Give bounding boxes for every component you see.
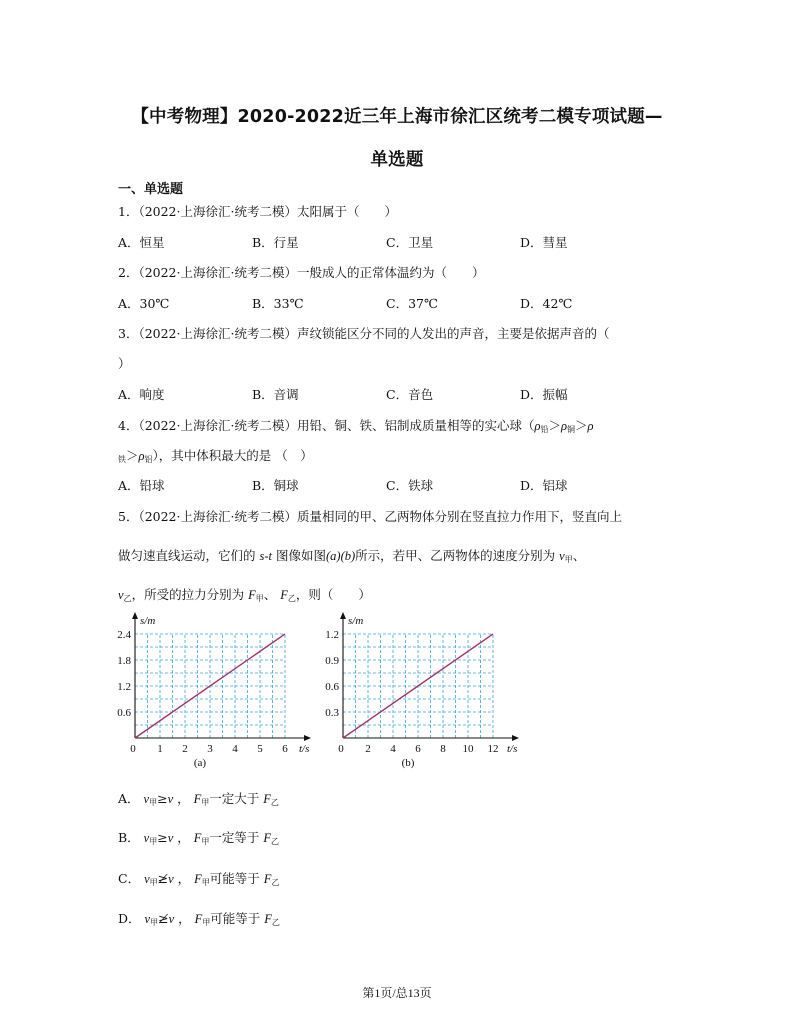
- v-symbol: v: [144, 912, 151, 926]
- question-4-stem-cont: [118, 446, 313, 465]
- y-tick-label: 2.4: [117, 629, 131, 641]
- question-1-stem: 1．（2022·上海徐汇·统考二模）太阳属于（ ）: [118, 204, 397, 219]
- gt-symbol: ＞: [126, 448, 139, 463]
- q4-option-c[interactable]: C．铁球: [386, 478, 434, 493]
- y-tick-label: 1.2: [117, 681, 131, 693]
- x-axis-label: t/s: [299, 743, 310, 755]
- q5-option-b[interactable]: [118, 828, 279, 847]
- F-symbol: F: [263, 872, 272, 886]
- comma: ，: [178, 911, 191, 926]
- F-symbol: F: [280, 588, 288, 602]
- F-symbol: F: [193, 792, 202, 806]
- question-2-options: [118, 294, 678, 312]
- y-axis-arrow: [340, 612, 346, 619]
- sub-yi: 乙: [271, 837, 280, 846]
- y-tick-label: 0.6: [325, 681, 339, 693]
- figure-a-ref: (a): [326, 549, 341, 563]
- q5-text: ，所受的拉力分别为: [131, 587, 245, 602]
- q2-option-d[interactable]: D．42℃: [520, 296, 573, 311]
- x-axis-arrow: [512, 735, 519, 741]
- y-tick-label: 1.8: [117, 655, 131, 667]
- chart-caption: (b): [401, 757, 415, 769]
- comma: ，: [177, 830, 190, 845]
- q5-text: 所示，若甲、乙两物体的速度分别为: [355, 548, 556, 563]
- F-symbol: F: [264, 912, 272, 926]
- x-tick-label: 1: [157, 743, 163, 755]
- option-text: 可能等于: [210, 911, 261, 926]
- y-tick-label: 0.3: [325, 707, 339, 719]
- q3-option-a[interactable]: A．响度: [118, 387, 165, 402]
- question-3-stem-cont: ）: [118, 356, 131, 371]
- page-footer: 第1页/总13页: [362, 986, 432, 1000]
- v-symbol: v: [167, 792, 174, 806]
- x-tick-label: 10: [462, 743, 474, 755]
- q5-text: 做匀速直线运动，它们的: [118, 548, 256, 563]
- v-symbol: v: [559, 549, 565, 563]
- sub-iron: 铁: [118, 455, 126, 464]
- gt-symbol: ＞: [574, 418, 588, 433]
- v-symbol: v: [168, 872, 174, 886]
- y-axis-label: s/m: [140, 615, 156, 627]
- sub-al: 铝: [144, 455, 153, 464]
- st-chart-a: [110, 610, 325, 770]
- x-tick-label: 0: [338, 743, 344, 755]
- relation-symbol: ≱: [157, 871, 169, 886]
- section-heading: 一、单选题: [118, 182, 184, 197]
- sub-yi: 乙: [287, 594, 296, 603]
- relation-symbol: ≥: [157, 830, 168, 845]
- q1-option-d[interactable]: D．彗星: [520, 235, 568, 250]
- v-symbol: v: [168, 912, 175, 926]
- gt-symbol: ＞: [548, 418, 561, 433]
- question-5-stem: 5．（2022·上海徐汇·统考二模）质量相同的甲、乙两物体分别在竖直拉力作用下，竖直向上: [118, 509, 622, 524]
- option-text: 可能等于: [209, 871, 260, 886]
- v-symbol: v: [118, 588, 124, 602]
- sub-jia: 甲: [149, 837, 158, 846]
- q1-option-b[interactable]: B．行星: [252, 235, 299, 250]
- question-3-stem: 3．（2022·上海徐汇·统考二模）声纹锁能区分不同的人发出的声音，主要是依据声音的（: [118, 326, 610, 341]
- x-tick-label: 6: [415, 743, 421, 755]
- sub-jia: 甲: [201, 837, 210, 846]
- q3-option-b[interactable]: B．音调: [252, 387, 299, 402]
- x-tick-label: 12: [487, 743, 499, 755]
- sub-jia: 甲: [202, 918, 211, 927]
- q5-option-d[interactable]: [118, 909, 280, 928]
- sub-jia: 甲: [149, 798, 158, 807]
- sub-jia: 甲: [564, 555, 573, 564]
- comma: ，: [177, 871, 191, 886]
- x-tick-label: 8: [440, 743, 446, 755]
- q4-stem-tail: ），其中体积最大的是 （ ）: [152, 448, 313, 463]
- v-symbol: v: [144, 872, 150, 886]
- F-symbol: F: [263, 792, 271, 806]
- option-letter: C．: [118, 871, 141, 886]
- F-symbol: F: [194, 912, 203, 926]
- question-5-stem-line3: [118, 585, 371, 604]
- q4-option-d[interactable]: D．铝球: [520, 478, 568, 493]
- q4-option-b[interactable]: B．铜球: [252, 478, 299, 493]
- q5-option-c[interactable]: [118, 869, 279, 888]
- relation-symbol: ≥: [157, 791, 168, 806]
- option-letter: A．: [118, 791, 140, 806]
- st-chart-b: [318, 610, 533, 770]
- question-5-stem-line2: [118, 546, 585, 565]
- F-symbol: F: [248, 588, 256, 602]
- comma: ，: [177, 791, 190, 806]
- x-tick-label: 0: [130, 743, 136, 755]
- q3-option-c[interactable]: C．音色: [386, 387, 434, 402]
- figure-b-ref: (b): [340, 549, 356, 563]
- question-4-stem: [118, 416, 594, 435]
- y-tick-label: 0.9: [325, 655, 339, 667]
- sub-yi: 乙: [270, 798, 279, 807]
- q2-option-b[interactable]: B．33℃: [252, 296, 304, 311]
- F-symbol: F: [194, 872, 202, 886]
- rho-symbol: ρ: [534, 419, 541, 433]
- y-tick-label: 1.2: [325, 629, 339, 641]
- page-title-line2: 单选题: [370, 150, 424, 170]
- F-symbol: F: [263, 831, 272, 845]
- rho-symbol: ρ: [138, 449, 145, 463]
- x-axis-label: t/s: [507, 743, 518, 755]
- q5-option-a[interactable]: [118, 789, 279, 808]
- q2-option-c[interactable]: C．37℃: [386, 296, 438, 311]
- x-tick-label: 3: [207, 743, 213, 755]
- option-text: 一定等于: [209, 830, 260, 845]
- relation-symbol: ≱: [158, 911, 169, 926]
- st-label: s-t: [259, 549, 272, 563]
- q4-option-a[interactable]: A．铅球: [118, 478, 165, 493]
- option-letter: D．: [118, 911, 141, 926]
- x-axis-arrow: [304, 735, 311, 741]
- question-1-options: [118, 233, 678, 251]
- y-tick-label: 0.6: [117, 707, 131, 719]
- option-text: 一定大于: [209, 791, 260, 806]
- F-symbol: F: [193, 831, 202, 845]
- q3-option-d[interactable]: D．振幅: [520, 387, 568, 402]
- chart-caption: (a): [193, 757, 207, 769]
- q2-option-a[interactable]: A．30℃: [118, 296, 170, 311]
- option-letter: B．: [118, 830, 140, 845]
- q5-text: 、: [572, 548, 586, 563]
- x-tick-label: 2: [365, 743, 371, 755]
- sub-yi: 乙: [271, 918, 280, 927]
- q5-text: ，则（ ）: [295, 587, 371, 602]
- x-tick-label: 4: [390, 743, 396, 755]
- rho-symbol: ρ: [560, 419, 567, 433]
- sub-jia: 甲: [255, 594, 264, 603]
- q5-text: 图像如图: [275, 548, 326, 563]
- sub-copper: 铜: [566, 425, 575, 434]
- sub-jia: 甲: [150, 918, 159, 927]
- v-symbol: v: [143, 792, 150, 806]
- q5-text: 、: [263, 587, 277, 602]
- q1-option-a[interactable]: A．恒星: [118, 235, 165, 250]
- sub-yi: 乙: [271, 878, 280, 887]
- question-2-stem: 2．（2022·上海徐汇·统考二模）一般成人的正常体温约为（ ）: [118, 265, 485, 280]
- q1-option-c[interactable]: C．卫星: [386, 235, 434, 250]
- x-tick-label: 5: [257, 743, 263, 755]
- question-3-options: [118, 385, 678, 403]
- v-symbol: v: [167, 831, 174, 845]
- question-4-options: [118, 476, 678, 494]
- sub-jia: 甲: [149, 878, 158, 887]
- rho-symbol: ρ: [587, 419, 594, 433]
- sub-jia: 甲: [201, 798, 210, 807]
- v-symbol: v: [143, 831, 150, 845]
- x-tick-label: 6: [282, 743, 288, 755]
- x-tick-label: 2: [182, 743, 188, 755]
- page-title: 【中考物理】2020-2022近三年上海市徐汇区统考二模专项试题—: [131, 107, 663, 127]
- y-axis-label: s/m: [348, 615, 364, 627]
- sub-yi: 乙: [123, 594, 132, 603]
- y-axis-arrow: [132, 612, 138, 619]
- sub-jia: 甲: [201, 878, 210, 887]
- x-tick-label: 4: [232, 743, 238, 755]
- sub-lead: 铅: [540, 425, 549, 434]
- q4-stem-text: 4．（2022·上海徐汇·统考二模）用铅、铜、铁、铝制成质量相等的实心球（: [118, 418, 535, 433]
